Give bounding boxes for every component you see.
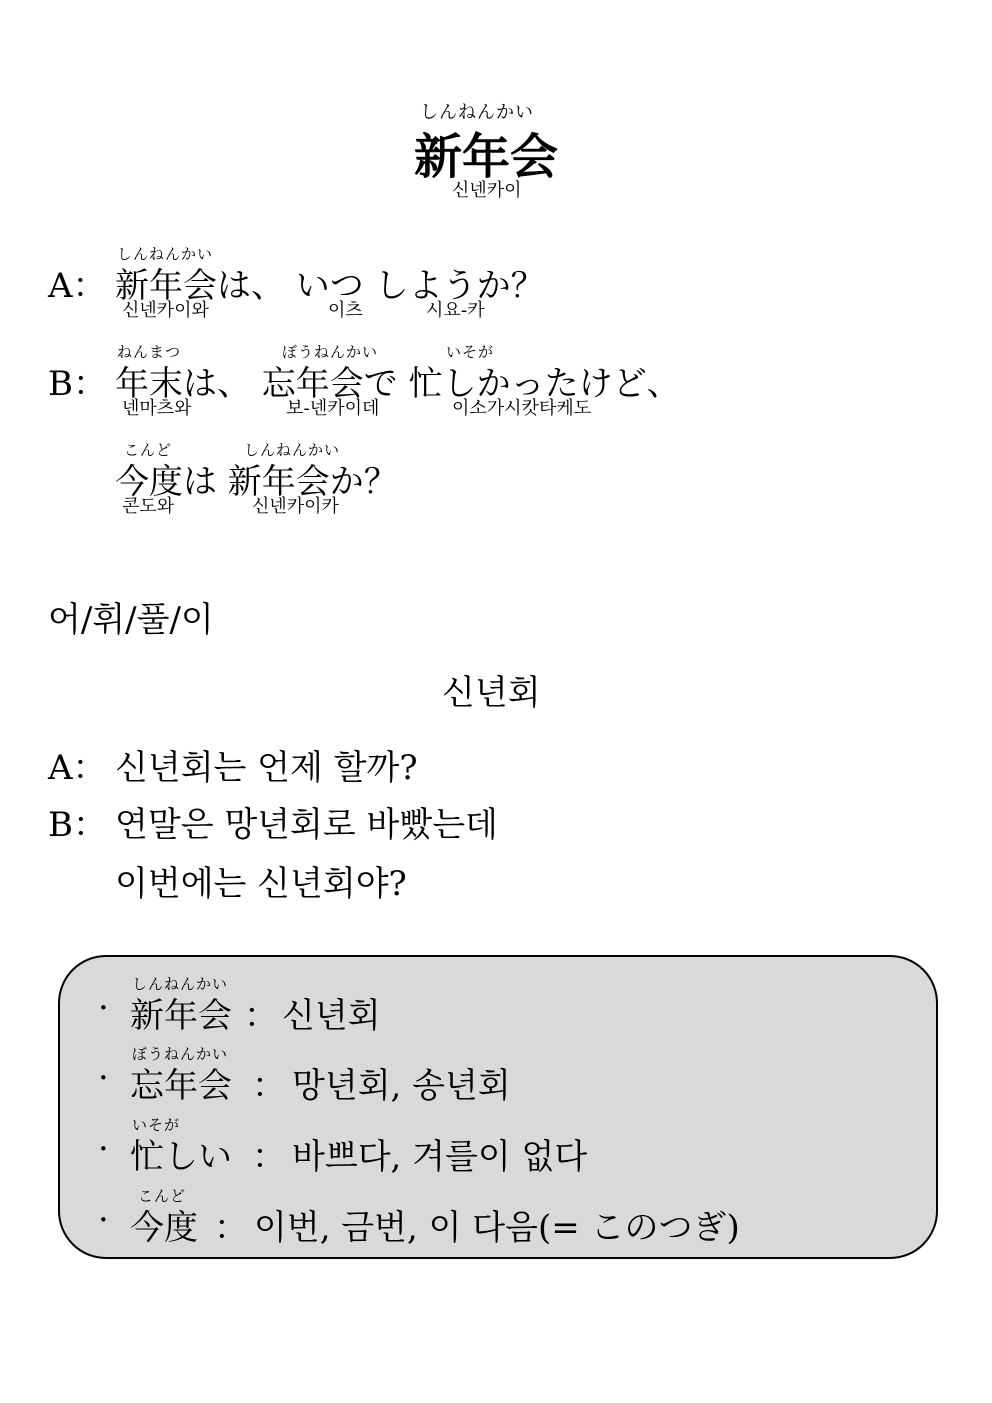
separator: ： — [214, 1208, 248, 1248]
reading: 신넨카이카 — [252, 496, 339, 517]
title-reading: 신넨카이 — [452, 180, 522, 201]
furigana: ぼうねんかい — [132, 1045, 229, 1063]
furigana: ねんまつ — [117, 343, 182, 361]
page-title: 新年会 — [414, 129, 559, 185]
reading: 신넨카이와 — [122, 300, 209, 321]
reading: 이츠 — [328, 300, 363, 321]
vocab-meaning: 망년회, 송년회 — [292, 1066, 511, 1106]
vocab-meaning: 신년회 — [282, 996, 381, 1036]
bullet: · — [98, 1129, 109, 1169]
dialogue-text: 新年会は、 いつ しようか？ — [115, 266, 545, 306]
vocab-meaning: 이번, 금번, 이 다음(= このつぎ) — [254, 1208, 740, 1248]
vocab-term: 忘年会 — [130, 1066, 232, 1106]
reading: 콘도와 — [122, 496, 175, 517]
separator: ： — [252, 1137, 286, 1177]
title-furigana: しんねんかい — [420, 102, 534, 123]
vocab-meaning: 바쁘다, 겨를이 없다 — [292, 1137, 588, 1177]
reading: 시요-카 — [426, 300, 485, 321]
bullet: · — [98, 1200, 109, 1240]
bullet: · — [98, 1058, 109, 1098]
translation-text: 연말은 망년회로 바빴는데 — [115, 805, 498, 845]
reading: 넨마츠와 — [122, 398, 192, 419]
translation-text: 이번에는 신년회야? — [115, 864, 407, 904]
furigana: ぼうねんかい — [282, 343, 379, 361]
furigana: しんねんかい — [132, 975, 229, 993]
vocab-term: 新年会 — [130, 996, 232, 1036]
translation-text: 신년회는 언제 할까? — [115, 748, 418, 788]
reading: 이소가시캇타케도 — [452, 398, 592, 419]
furigana: こんど — [124, 441, 173, 459]
separator: ： — [244, 996, 278, 1036]
furigana: しんねんかい — [117, 245, 214, 263]
speaker-label: B： — [48, 805, 107, 845]
translation-title: 신년회 — [442, 673, 541, 713]
section-label: 어/휘/풀/이 — [48, 600, 214, 640]
furigana: いそが — [132, 1116, 181, 1134]
furigana: こんど — [138, 1187, 187, 1205]
dialogue-text: 年末は、 忘年会で 忙しかったけど、 — [115, 364, 681, 404]
vocab-term: 今度 — [130, 1208, 198, 1248]
furigana: いそが — [446, 343, 495, 361]
furigana: しんねんかい — [244, 441, 341, 459]
speaker-label: A： — [48, 266, 107, 306]
separator: ： — [252, 1066, 286, 1106]
vocab-term: 忙しい — [130, 1137, 232, 1177]
reading: 보-넨카이데 — [286, 398, 380, 419]
speaker-label: A： — [48, 748, 107, 788]
dialogue-text: 今度は 新年会か？ — [115, 462, 398, 502]
bullet: · — [98, 988, 109, 1028]
speaker-label: B： — [48, 364, 107, 404]
